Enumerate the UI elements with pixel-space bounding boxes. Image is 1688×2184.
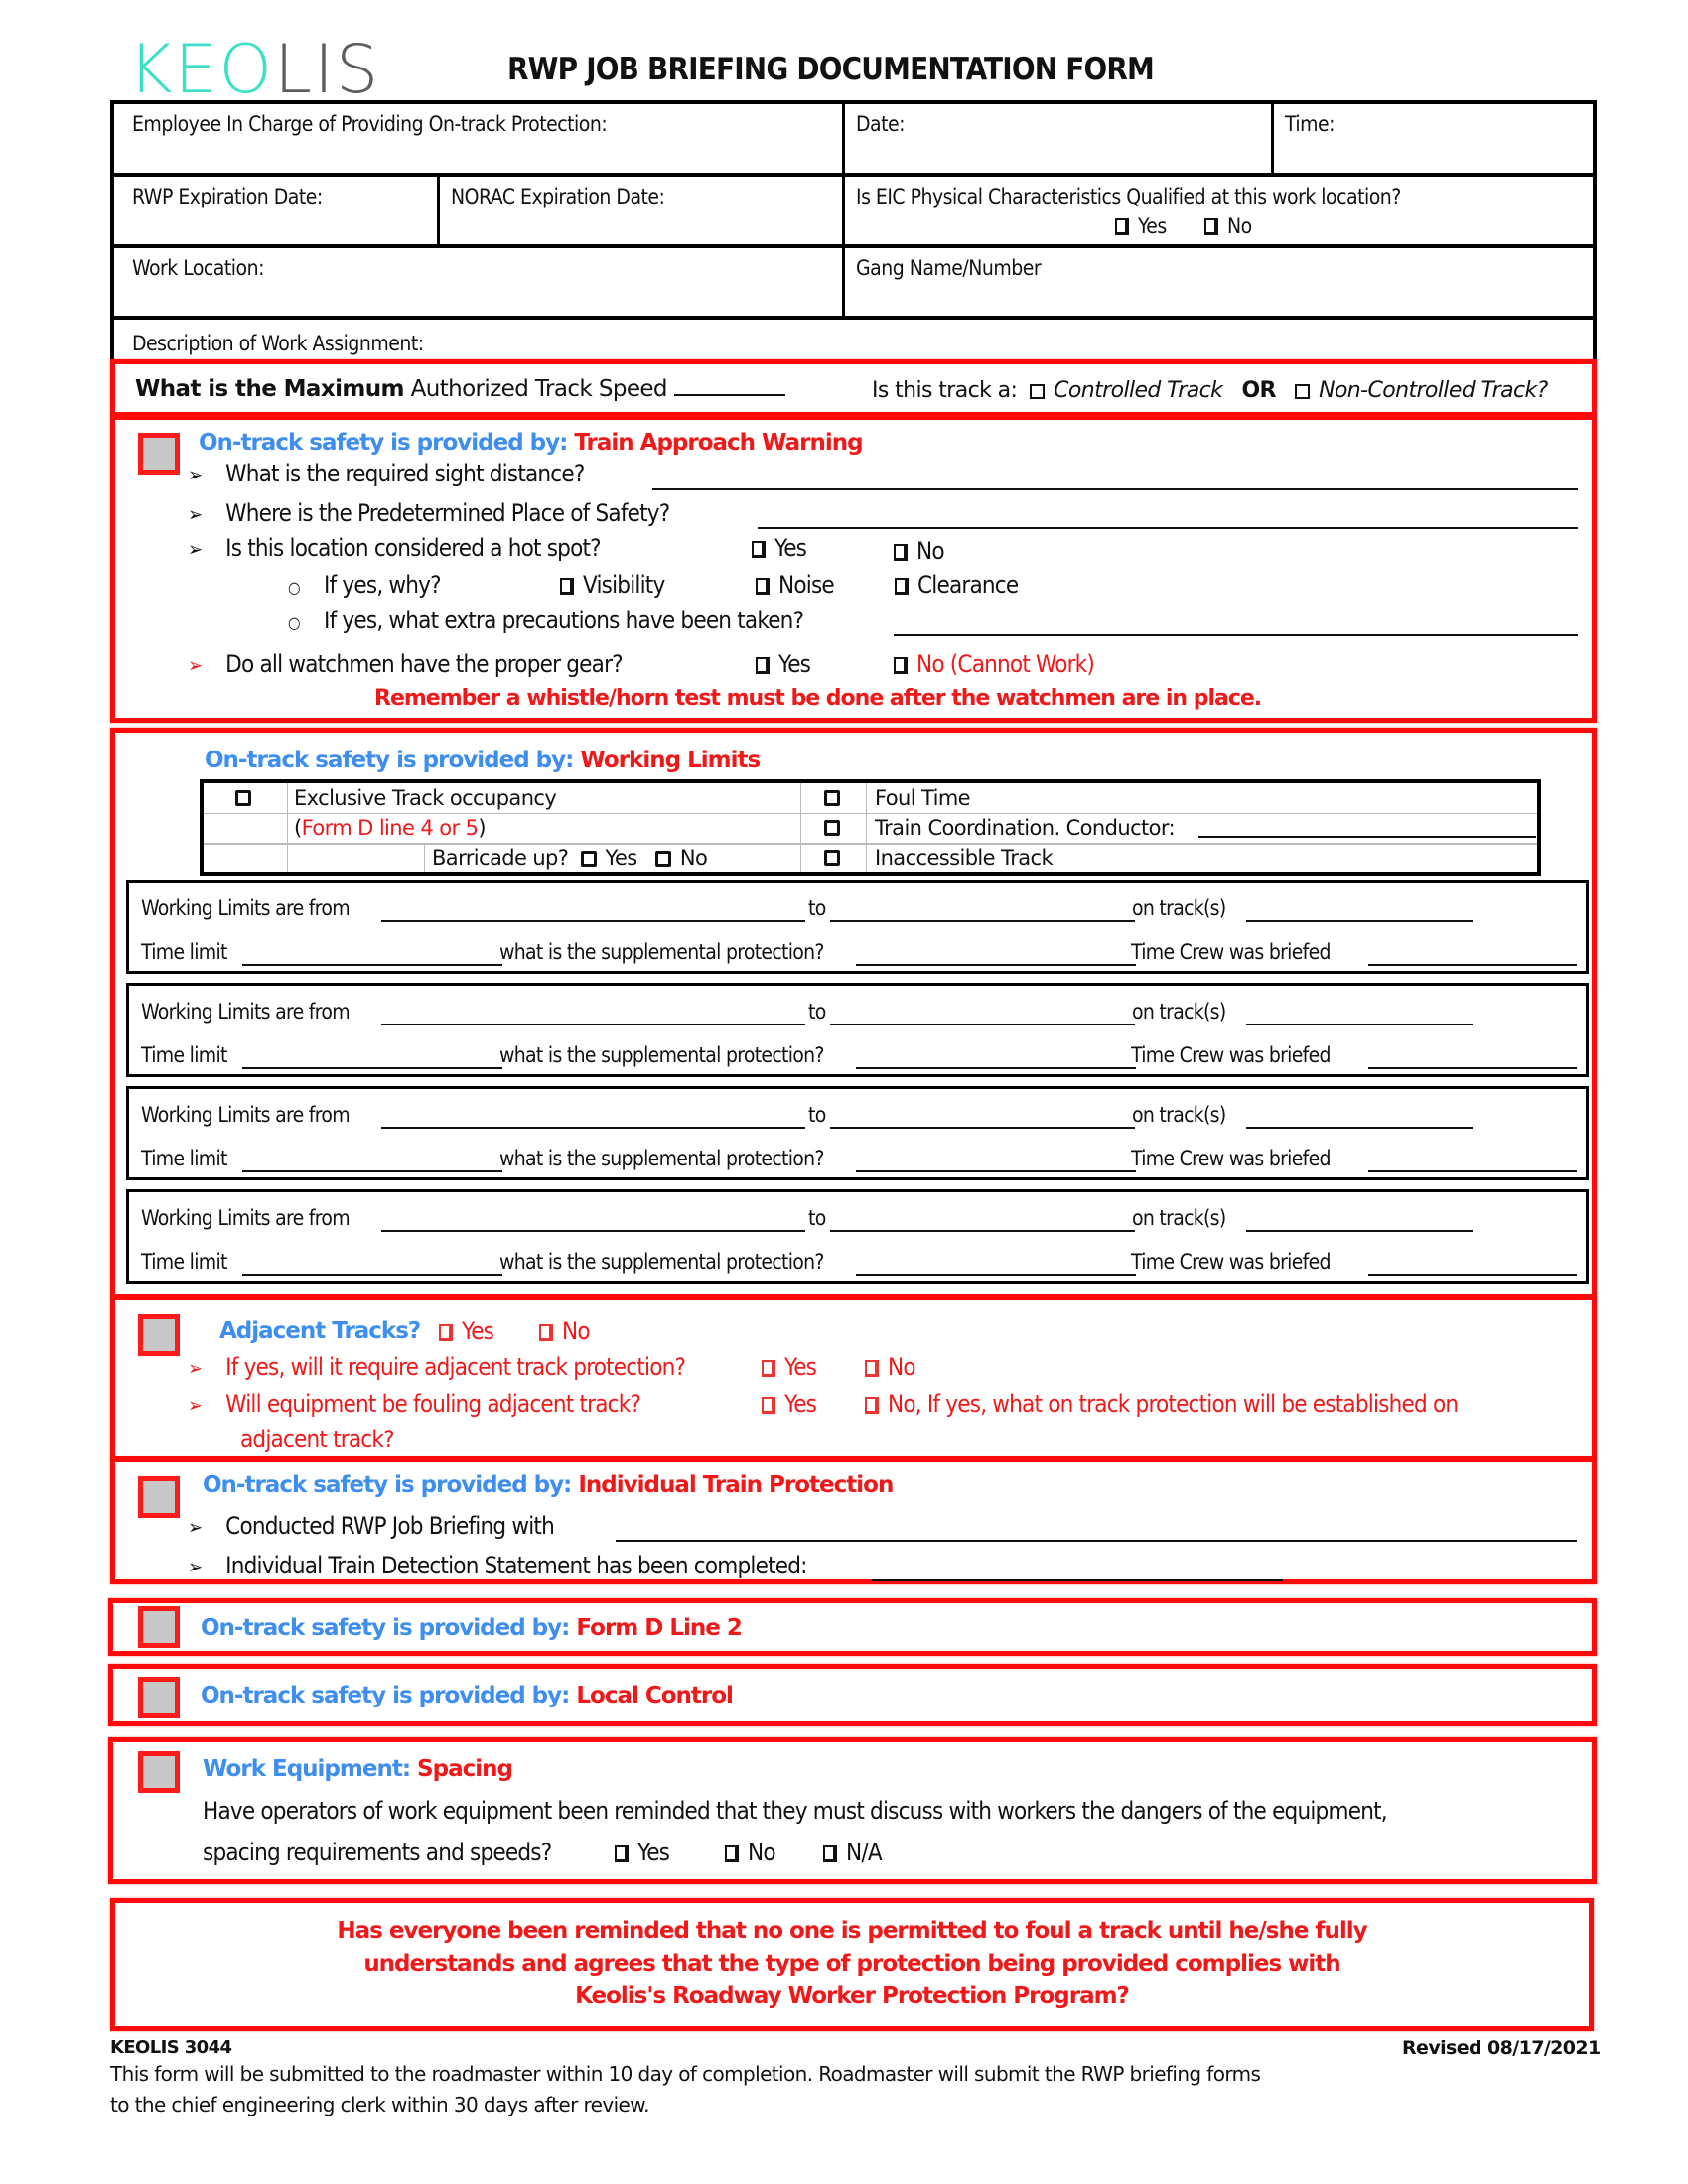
inaccessible-track-checkbox[interactable] [824, 850, 840, 866]
adjacent-protection-row [188, 1353, 685, 1381]
yes-label: Yes [637, 1839, 670, 1866]
to-label: to [808, 896, 826, 920]
spacing-yes-option[interactable] [615, 1839, 669, 1866]
arrow-bullet-icon: ➢ [188, 1515, 203, 1539]
from-input[interactable] [381, 920, 805, 922]
hotspot-question: Is this location considered a hot spot? [225, 534, 601, 562]
why-question: If yes, why? [324, 571, 441, 599]
to-label: to [808, 1206, 826, 1230]
sight-distance-row [188, 460, 585, 487]
rwp-exp-label: RWP Expiration Date: [132, 185, 323, 208]
working-limits-entry [126, 880, 1589, 974]
header-info-table [110, 100, 1597, 361]
arrow-bullet-icon: ➢ [188, 1555, 203, 1578]
eic-no-option[interactable] [1204, 214, 1252, 238]
foul-time-label: Foul Time [875, 786, 970, 810]
eic-yes-label: Yes [1138, 214, 1167, 238]
no-cannot-work-label: No (Cannot Work) [916, 650, 1095, 678]
tracks-label: on track(s) [1132, 896, 1226, 920]
logo-part1: KEO [128, 31, 275, 109]
noise-option[interactable] [756, 571, 834, 599]
place-of-safety-row [188, 499, 669, 527]
tracks-label: on track(s) [1132, 1206, 1226, 1230]
speed-input[interactable] [674, 394, 785, 396]
header-method: Individual Train Protection [578, 1472, 894, 1498]
final-line2: understands and agrees that the type of protection being provided complies with [363, 1951, 1340, 1977]
yes-label: Yes [784, 1353, 817, 1381]
precautions-question: If yes, what extra precautions have been taken? [324, 607, 804, 634]
spacing-na-option[interactable] [823, 1839, 882, 1866]
no-label: No [748, 1839, 775, 1866]
description-label: Description of Work Assignment: [132, 332, 424, 355]
checkbox-icon[interactable] [1115, 218, 1129, 235]
arrow-bullet-icon: ➢ [188, 502, 203, 526]
briefed-label: Time Crew was briefed [1131, 1043, 1331, 1067]
work-equipment-spacing-section [108, 1737, 1597, 1884]
place-question: Where is the Predetermined Place of Safety? [225, 499, 670, 527]
whistle-reminder: Remember a whistle/horn test must be done after the watchmen are in place. [374, 686, 1262, 711]
checkbox-icon[interactable] [725, 1845, 739, 1862]
barricade-label: Barricade up? [432, 846, 569, 870]
conductor-input[interactable] [1198, 836, 1536, 838]
time-field[interactable] [1274, 104, 1597, 177]
speed-question [135, 376, 785, 402]
hotspot-yes-option[interactable] [752, 534, 806, 562]
tracks-label: on track(s) [1132, 1000, 1226, 1024]
time-limit-label: Time limit [141, 1250, 227, 1274]
speed-normal: Authorized Track Speed [410, 376, 667, 402]
working-limits-entry [126, 983, 1589, 1077]
adjacent-q2: Will equipment be fouling adjacent track? [225, 1390, 641, 1418]
q2-yes-option[interactable] [762, 1390, 816, 1418]
norac-expiration-field[interactable] [440, 177, 845, 248]
to-input[interactable] [830, 1127, 1135, 1129]
to-input[interactable] [830, 920, 1135, 922]
clearance-option[interactable] [895, 571, 1018, 599]
hotspot-row [188, 534, 601, 562]
checkbox-icon[interactable] [756, 578, 770, 595]
page-title: RWP JOB BRIEFING DOCUMENTATION FORM [507, 52, 1155, 87]
hotspot-no-option[interactable] [894, 537, 944, 565]
briefing-with-row [188, 1512, 554, 1540]
visibility-option[interactable] [560, 571, 664, 599]
speed-bold: What is the Maximum [135, 376, 404, 402]
gear-row [188, 650, 623, 678]
time-limit-input[interactable] [242, 1274, 502, 1276]
gear-question: Do all watchmen have the proper gear? [225, 650, 623, 678]
tracks-input[interactable] [1246, 1230, 1473, 1232]
train-approach-warning-section [110, 415, 1597, 723]
no-label: No [916, 537, 944, 565]
form-d-note [294, 816, 486, 840]
final-reminder-section [110, 1898, 1594, 2031]
final-line1: Has everyone been reminded that no one is permitted to foul a track until he/she fully [337, 1918, 1367, 1944]
adjacent-q1: If yes, will it require adjacent track protection? [225, 1353, 686, 1381]
norac-exp-label: NORAC Expiration Date: [451, 185, 665, 208]
yes-label: Yes [778, 650, 811, 678]
circle-bullet-icon: ○ [288, 578, 300, 597]
from-input[interactable] [381, 1230, 805, 1232]
supplemental-label: what is the supplemental protection? [499, 1043, 824, 1067]
spacing-question-line2 [203, 1839, 551, 1866]
time-limit-label: Time limit [141, 1043, 227, 1067]
header-prefix: On-track safety is provided by: [201, 1615, 570, 1641]
train-coordination-checkbox[interactable] [824, 820, 840, 836]
local-control-section [108, 1664, 1597, 1726]
section-header [203, 1756, 512, 1782]
visibility-label: Visibility [583, 571, 665, 599]
header-method: Form D Line 2 [576, 1615, 742, 1641]
controlled-track-checkbox[interactable] [1030, 384, 1045, 399]
no-label: No [888, 1353, 915, 1381]
circle-bullet-icon: ○ [288, 614, 300, 632]
checkbox-icon[interactable] [756, 657, 770, 674]
from-label: Working Limits are from [141, 896, 350, 920]
arrow-bullet-icon: ➢ [188, 463, 203, 486]
clearance-label: Clearance [917, 571, 1019, 599]
time-limit-input[interactable] [242, 1067, 502, 1069]
q1-yes-option[interactable] [762, 1353, 816, 1381]
time-limit-label: Time limit [141, 940, 227, 964]
tracks-input[interactable] [1246, 1024, 1473, 1025]
spacing-line2-text: spacing requirements and speeds? [203, 1839, 552, 1866]
working-limits-entry [126, 1189, 1589, 1284]
tracks-input[interactable] [1246, 1127, 1473, 1129]
to-label: to [808, 1000, 826, 1024]
q2-no-option[interactable] [865, 1390, 1458, 1418]
header-method: Spacing [417, 1756, 512, 1782]
checkbox-icon[interactable] [439, 1324, 453, 1341]
briefing-with-input[interactable] [616, 1540, 1577, 1542]
rwp-expiration-field[interactable] [114, 177, 440, 248]
checkbox-icon[interactable] [1204, 218, 1218, 235]
section-header [201, 1683, 733, 1708]
checkbox-icon[interactable] [762, 1397, 775, 1414]
itp-checkbox[interactable] [138, 1476, 180, 1518]
detection-statement-label: Individual Train Detection Statement has been completed: [225, 1552, 807, 1579]
exclusive-track-checkbox[interactable] [235, 790, 251, 806]
eic-question: Is EIC Physical Characteristics Qualified at this work location? [856, 185, 1401, 208]
non-controlled-track-checkbox[interactable] [1295, 384, 1310, 399]
working-limits-options-table [200, 779, 1541, 876]
briefed-input[interactable] [1368, 1067, 1577, 1069]
supplemental-input[interactable] [856, 1274, 1136, 1276]
inaccessible-track-label: Inaccessible Track [875, 846, 1054, 870]
foul-time-checkbox[interactable] [824, 790, 840, 806]
to-label: to [808, 1103, 826, 1127]
from-label: Working Limits are from [141, 1103, 350, 1127]
checkbox-icon[interactable] [865, 1397, 879, 1414]
briefed-input[interactable] [1368, 964, 1577, 966]
section-header [203, 1472, 893, 1498]
noise-label: Noise [778, 571, 834, 599]
from-label: Working Limits are from [141, 1206, 350, 1230]
employee-field[interactable] [114, 104, 845, 177]
supplemental-label: what is the supplemental protection? [499, 1250, 824, 1274]
gear-no-option[interactable] [894, 650, 1094, 678]
adjacent-tracks-checkbox[interactable] [138, 1314, 180, 1356]
no-label: No [679, 846, 708, 870]
working-limits-entry [126, 1086, 1589, 1180]
non-controlled-label: Non-Controlled Track? [1319, 378, 1548, 403]
yes-label: Yes [784, 1390, 817, 1418]
place-of-safety-input[interactable] [758, 527, 1578, 529]
barricade-row [432, 846, 707, 870]
individual-train-protection-section [110, 1457, 1597, 1584]
arrow-bullet-icon: ➢ [188, 1356, 203, 1380]
arrow-bullet-icon: ➢ [188, 537, 203, 561]
sight-question: What is the required sight distance? [225, 460, 585, 487]
form-d-text: Form D line 4 or 5 [301, 816, 479, 840]
checkbox-icon[interactable] [762, 1360, 775, 1377]
header-prefix: On-track safety is provided by: [203, 1472, 572, 1498]
work-location-field[interactable] [114, 248, 845, 320]
eic-no-label: No [1227, 214, 1252, 238]
section-header [201, 1615, 742, 1641]
precautions-row [288, 607, 803, 634]
yes-label: Yes [774, 534, 807, 562]
speed-section [110, 359, 1597, 417]
checkbox-icon[interactable] [560, 578, 574, 595]
spacing-question-line1: Have operators of work equipment been reminded that they must discuss with workers the dangers of the equipment, [203, 1797, 1387, 1825]
to-input[interactable] [830, 1024, 1135, 1025]
employee-label: Employee In Charge of Providing On-track Protection: [132, 112, 608, 136]
train-coordination-label: Train Coordination. Conductor: [875, 816, 1176, 840]
yes-label: Yes [605, 846, 637, 870]
no-label: No [562, 1317, 590, 1345]
from-input[interactable] [381, 1127, 805, 1129]
na-label: N/A [846, 1839, 882, 1866]
footer-note-line1: This form will be submitted to the roadmaster within 10 day of completion. Roadmaster will submit the RWP briefing forms [110, 2062, 1261, 2086]
form-number: KEOLIS 3044 [110, 2037, 232, 2058]
spacing-no-option[interactable] [725, 1839, 775, 1866]
to-input[interactable] [830, 1230, 1135, 1232]
exclusive-track-label: Exclusive Track occupancy [294, 786, 557, 810]
precautions-input[interactable] [894, 634, 1578, 636]
header-method: Local Control [576, 1683, 733, 1708]
checkbox-icon[interactable] [894, 544, 908, 561]
briefed-label: Time Crew was briefed [1131, 1147, 1331, 1170]
supplemental-label: what is the supplemental protection? [499, 940, 824, 964]
q1-no-option[interactable] [865, 1353, 915, 1381]
tracks-input[interactable] [1246, 920, 1473, 922]
detection-statement-row [188, 1552, 807, 1579]
header-prefix: On-track safety is provided by: [205, 748, 574, 773]
work-location-label: Work Location: [132, 256, 264, 280]
detection-statement-input[interactable] [872, 1579, 1283, 1581]
supplemental-input[interactable] [856, 1067, 1136, 1069]
section-header [205, 748, 760, 773]
from-input[interactable] [381, 1024, 805, 1025]
adjacent-header [219, 1318, 420, 1344]
briefed-label: Time Crew was briefed [1131, 1250, 1331, 1274]
form-d-line2-section [108, 1598, 1597, 1656]
time-limit-label: Time limit [141, 1147, 227, 1170]
briefed-input[interactable] [1368, 1274, 1577, 1276]
or-label: OR [1241, 378, 1276, 403]
adjacent-tracks-section [110, 1296, 1597, 1461]
controlled-label: Controlled Track [1054, 378, 1223, 403]
adjacent-yes-option[interactable] [439, 1317, 493, 1345]
q2-no-label: No, If yes, what on track protection will be established on [888, 1390, 1459, 1418]
why-row [288, 571, 441, 599]
date-label: Date: [856, 112, 906, 136]
time-label: Time: [1285, 112, 1336, 136]
train-approach-checkbox[interactable] [138, 433, 180, 475]
yes-label: Yes [462, 1317, 494, 1345]
briefed-label: Time Crew was briefed [1131, 940, 1331, 964]
time-limit-input[interactable] [242, 1170, 502, 1172]
checkbox-icon[interactable] [539, 1324, 553, 1341]
adjacent-title: Adjacent Tracks? [219, 1318, 421, 1344]
from-label: Working Limits are from [141, 1000, 350, 1024]
header-prefix: Work Equipment: [203, 1756, 411, 1782]
checkbox-icon[interactable] [894, 657, 908, 674]
gang-label: Gang Name/Number [856, 256, 1042, 280]
briefing-with-label: Conducted RWP Job Briefing with [225, 1512, 554, 1540]
arrow-bullet-icon: ➢ [188, 653, 203, 677]
final-line3: Keolis's Roadway Worker Protection Program? [575, 1983, 1129, 2009]
checkbox-icon[interactable] [615, 1845, 629, 1862]
checkbox-icon[interactable] [823, 1845, 837, 1862]
header-prefix: On-track safety is provided by: [199, 430, 568, 456]
spacing-checkbox[interactable] [138, 1751, 180, 1793]
footer-note-line2: to the chief engineering clerk within 30 days after review. [110, 2093, 649, 2116]
checkbox-icon[interactable] [865, 1360, 879, 1377]
eic-yes-option[interactable] [1115, 214, 1167, 238]
supplemental-label: what is the supplemental protection? [499, 1147, 824, 1170]
paren-open: ( [294, 816, 302, 840]
keolis-logo [128, 31, 381, 109]
gear-yes-option[interactable] [756, 650, 810, 678]
form-d-line2-checkbox[interactable] [138, 1606, 180, 1648]
track-type-question [872, 378, 1548, 403]
briefed-input[interactable] [1368, 1170, 1577, 1172]
barricade-no-checkbox[interactable] [655, 851, 671, 867]
adjacent-no-option[interactable] [539, 1317, 590, 1345]
time-limit-input[interactable] [242, 964, 502, 966]
section-header [199, 430, 863, 456]
header-method: Working Limits [580, 748, 761, 773]
track-type-label: Is this track a: [872, 378, 1018, 403]
revised-date: Revised 08/17/2021 [1402, 2037, 1601, 2059]
gang-field[interactable] [845, 248, 1597, 320]
barricade-yes-checkbox[interactable] [581, 851, 597, 867]
q2-continuation: adjacent track? [240, 1426, 394, 1453]
checkbox-icon[interactable] [895, 578, 909, 595]
tracks-label: on track(s) [1132, 1103, 1226, 1127]
fouling-row [188, 1390, 640, 1418]
local-control-checkbox[interactable] [138, 1677, 180, 1718]
sight-distance-input[interactable] [652, 488, 1578, 490]
date-field[interactable] [845, 104, 1274, 177]
header-prefix: On-track safety is provided by: [201, 1683, 570, 1708]
supplemental-input[interactable] [856, 1170, 1136, 1172]
header-method: Train Approach Warning [574, 430, 863, 456]
eic-qualified-field [845, 177, 1597, 248]
checkbox-icon[interactable] [752, 541, 766, 558]
arrow-bullet-icon: ➢ [188, 1393, 203, 1417]
logo-part2: LIS [274, 31, 381, 109]
supplemental-input[interactable] [856, 964, 1136, 966]
paren-close: ) [478, 816, 486, 840]
